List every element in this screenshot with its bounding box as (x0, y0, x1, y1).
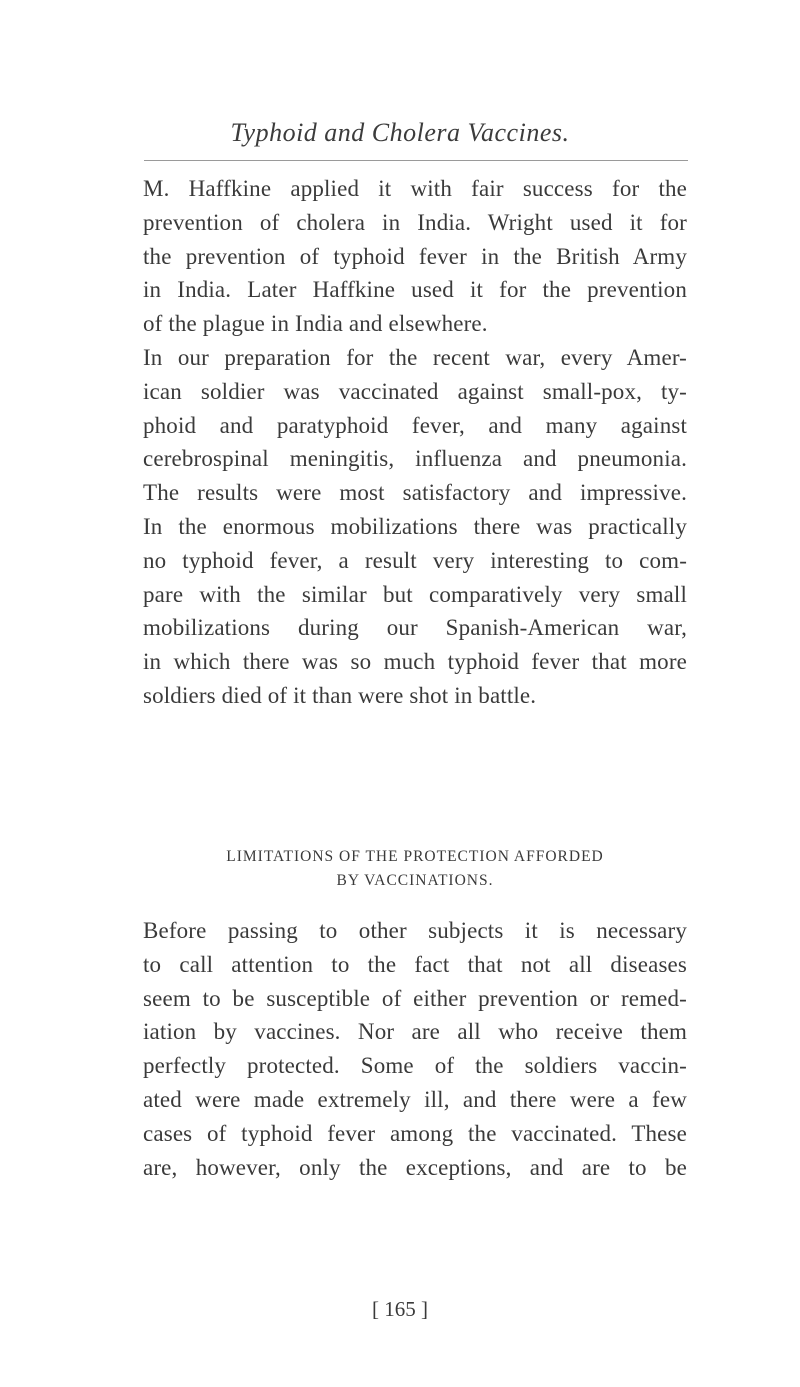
text-line: mobilizations during our Spanish-American war, (143, 615, 687, 641)
text-line: soldiers died of it than were shot in battle. (143, 682, 537, 708)
paragraph-3 (143, 914, 687, 1184)
body-text-bottom (143, 914, 687, 1184)
text-line: Before passing to other subjects it is necessary (143, 918, 687, 943)
text-line: cases of typhoid fever among the vaccinated. These (143, 1120, 687, 1146)
text-line: The results were most satisfactory and impressive. (143, 480, 687, 506)
text-line: ated were made extremely ill, and there were a few (143, 1086, 687, 1112)
text-line: pare with the similar but comparatively very small (143, 581, 687, 607)
text-line: in India. Later Haffkine used it for the prevention (143, 277, 687, 303)
text-line: perfectly protected. Some of the soldiers vaccin- (143, 1053, 687, 1079)
section-heading (143, 845, 687, 893)
text-line: In the enormous mobilizations there was practically (143, 513, 687, 539)
paragraph-1 (143, 172, 687, 341)
text-line: the prevention of typhoid fever in the British Army (143, 243, 687, 269)
page-number: [ 165 ] (372, 1297, 428, 1321)
paragraph-2 (143, 341, 687, 713)
text-line: in which there was so much typhoid fever that more (143, 649, 687, 675)
running-head: Typhoid and Cholera Vaccines. (230, 118, 570, 147)
text-line: of the plague in India and elsewhere. (143, 311, 488, 337)
text-line: M. Haffkine applied it with fair success for the (143, 176, 687, 201)
text-line: prevention of cholera in India. Wright used it for (143, 209, 687, 235)
section-heading-line: BY VACCINATIONS. (336, 872, 494, 889)
header-rule (144, 160, 688, 161)
text-line: iation by vaccines. Nor are all who receive them (143, 1019, 687, 1045)
text-line: In our preparation for the recent war, every Amer- (143, 344, 687, 370)
text-line: no typhoid fever, a result very interesting to com- (143, 547, 687, 573)
text-line: seem to be susceptible of either prevention or remed- (143, 985, 687, 1011)
text-line: to call attention to the fact that not all diseases (143, 951, 687, 977)
text-line: ican soldier was vaccinated against small-pox, ty- (143, 378, 687, 404)
section-heading-line: LIMITATIONS OF THE PROTECTION AFFORDED (226, 848, 604, 865)
text-line: cerebrospinal meningitis, influenza and pneumonia. (143, 446, 687, 472)
body-text-top (143, 172, 687, 713)
text-line: are, however, only the exceptions, and are to be (143, 1154, 687, 1180)
text-line: phoid and paratyphoid fever, and many against (143, 412, 687, 438)
